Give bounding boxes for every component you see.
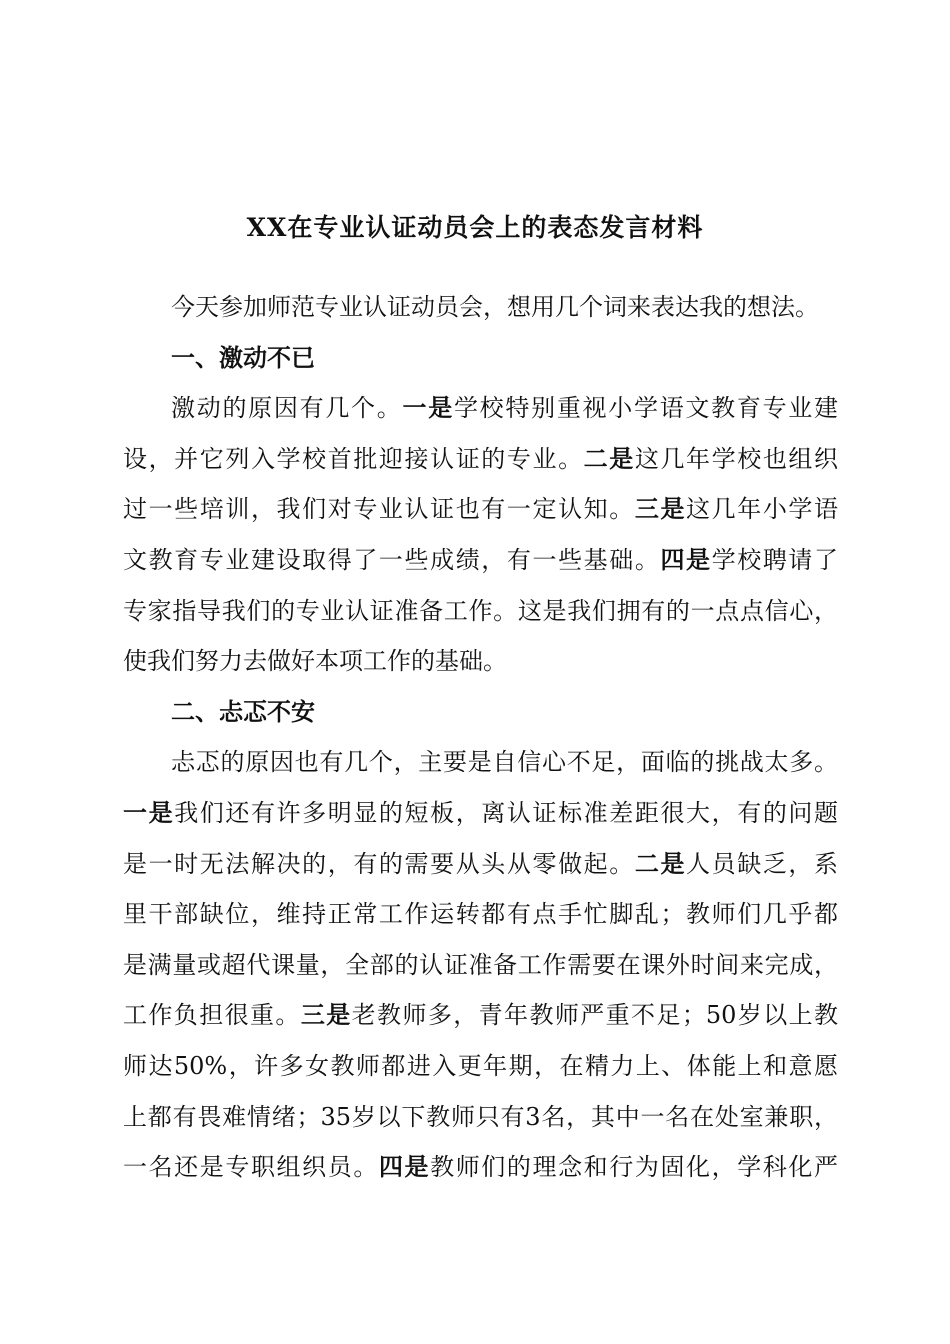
point-marker: 三是 bbox=[634, 495, 687, 524]
section2-line-1: 忐忑的原因也有几个，主要是自信心不足，面临的挑战太多。 bbox=[171, 748, 838, 777]
document-title: XX在专业认证动员会上的表态发言材料 bbox=[246, 213, 704, 242]
section2-line-7: 师达50%，许多女教师都进入更年期，在精力上、体能上和意愿 bbox=[123, 1051, 838, 1080]
point-marker: 二是 bbox=[583, 444, 635, 473]
point-marker: 一是 bbox=[402, 394, 454, 423]
section2-line-6: 工作负担很重。三是老教师多，青年教师严重不足；50岁以上教 bbox=[123, 1001, 838, 1030]
section2-line-2: 一是我们还有许多明显的短板，离认证标准差距很大，有的问题 bbox=[123, 798, 838, 827]
section1-line-4: 文教育专业建设取得了一些成绩，有一些基础。四是学校聘请了 bbox=[123, 545, 838, 574]
section1-line-2: 设，并它列入学校首批迎接认证的专业。二是这几年学校也组织 bbox=[123, 444, 838, 473]
point-marker: 三是 bbox=[300, 1001, 352, 1030]
section2-line-4: 里干部缺位，维持正常工作运转都有点手忙脚乱；教师们几乎都 bbox=[123, 900, 838, 929]
point-marker: 二是 bbox=[634, 849, 687, 878]
point-marker: 四是 bbox=[378, 1153, 431, 1182]
section1-line-3: 过一些培训，我们对专业认证也有一定认知。三是这几年小学语 bbox=[123, 495, 838, 524]
section1-line-6: 使我们努力去做好本项工作的基础。 bbox=[123, 647, 507, 676]
point-marker: 四是 bbox=[660, 545, 712, 574]
section1-line-5: 专家指导我们的专业认证准备工作。这是我们拥有的一点点信心， bbox=[123, 596, 838, 625]
section-heading-anxious: 二、忐忑不安 bbox=[171, 697, 315, 726]
section2-line-5: 是满量或超代课量，全部的认证准备工作需要在课外时间来完成， bbox=[123, 950, 838, 979]
document-body bbox=[123, 282, 838, 1193]
section-heading-excited: 一、激动不已 bbox=[171, 343, 315, 372]
point-marker: 一是 bbox=[123, 798, 175, 827]
section2-line-3: 是一时无法解决的，有的需要从头从零做起。二是人员缺乏，系 bbox=[123, 849, 838, 878]
section1-line-1: 激动的原因有几个。一是学校特别重视小学语文教育专业建 bbox=[171, 394, 838, 423]
section2-line-9: 一名还是专职组织员。四是教师们的理念和行为固化，学科化严 bbox=[123, 1153, 838, 1182]
section2-line-8: 上都有畏难情绪；35岁以下教师只有3名，其中一名在处室兼职， bbox=[123, 1102, 838, 1131]
intro-paragraph: 今天参加师范专业认证动员会，想用几个词来表达我的想法。 bbox=[171, 293, 819, 321]
